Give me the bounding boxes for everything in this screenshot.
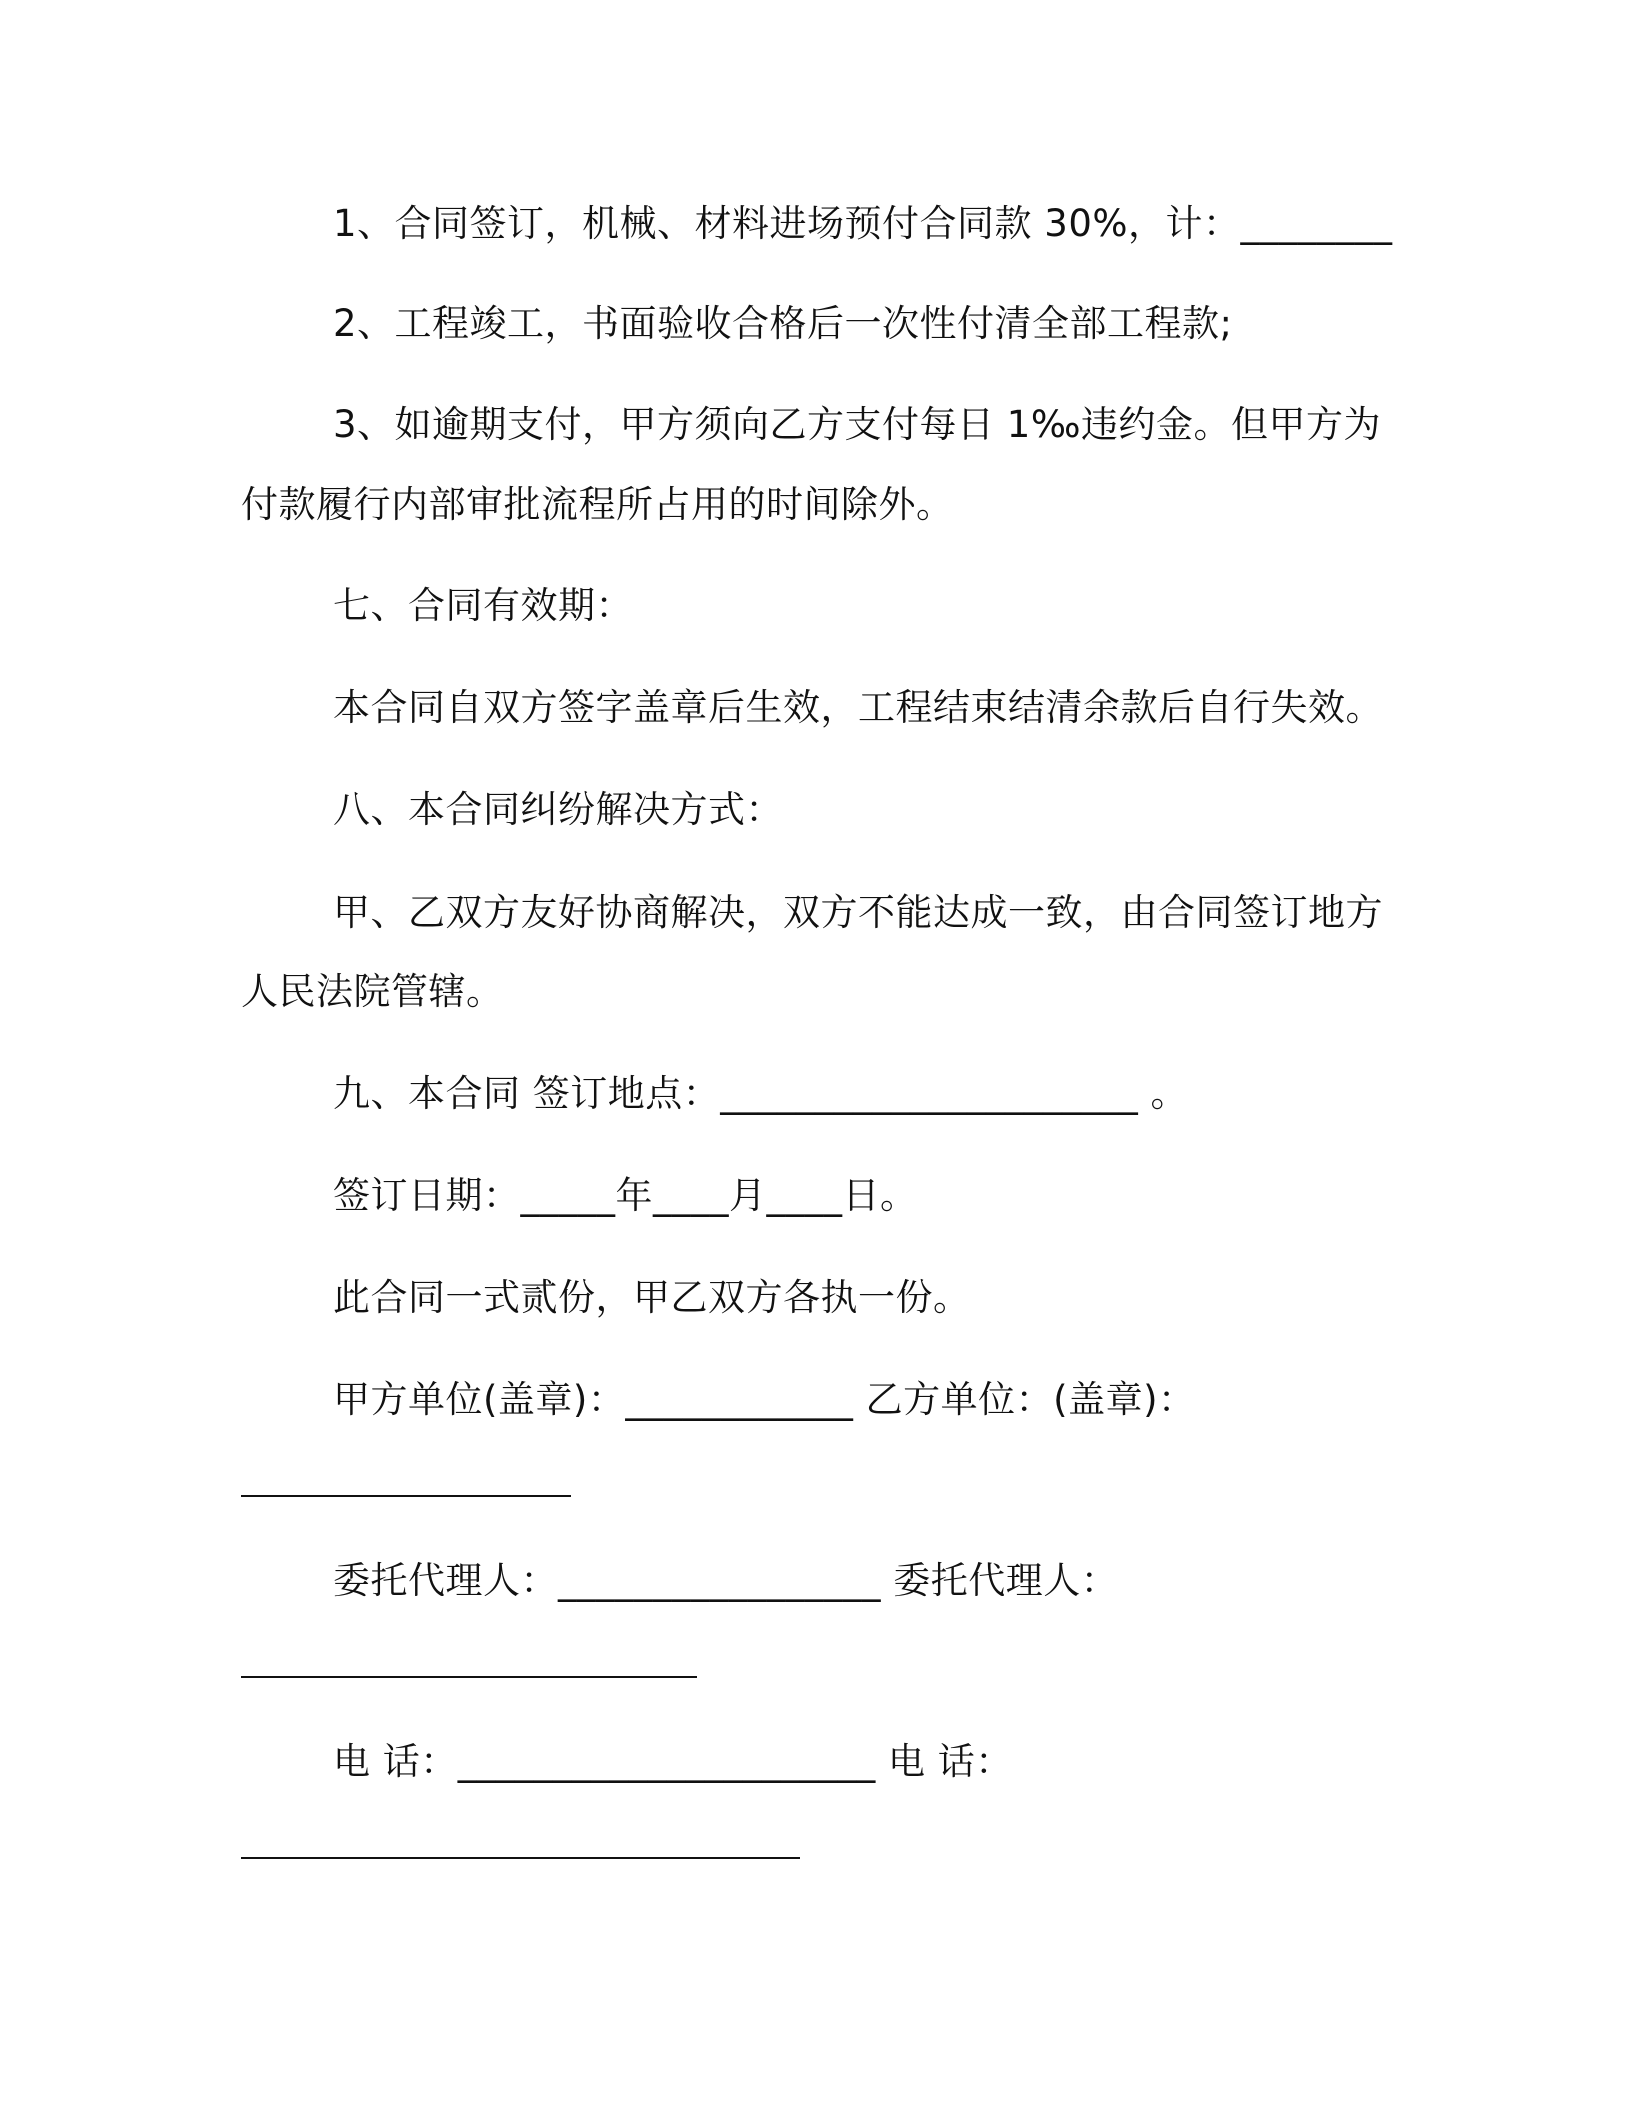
payment-term-3: 3、如逾期支付，甲方须向乙方支付每日 1‰违约金。但甲方为: [333, 403, 1381, 446]
authorized-agents: 委托代理人：_________________ 委托代理人：: [333, 1559, 1119, 1602]
telephones: 电 话：______________________ 电 话：: [333, 1740, 1013, 1783]
signing-location: 九、本合同 签订地点：______________________ 。: [333, 1072, 1189, 1115]
party-b-phone-blank: [241, 1857, 800, 1859]
section-heading-validity: 七、合同有效期：: [333, 584, 633, 627]
payment-term-3-continued: 付款履行内部审批流程所占用的时间除外。: [241, 483, 954, 526]
validity-text: 本合同自双方签字盖章后生效，工程结束结清余款后自行失效。: [333, 686, 1383, 729]
payment-term-2: 2、工程竣工，书面验收合格后一次性付清全部工程款;: [333, 302, 1233, 345]
signing-date: 签订日期：_____年____月____日。: [333, 1174, 918, 1217]
dispute-text-continued: 人民法院管辖。: [241, 970, 504, 1013]
party-b-unit-blank: [241, 1495, 571, 1497]
payment-term-1: 1、合同签订，机械、材料进场预付合同款 30%，计：________: [333, 202, 1393, 245]
section-heading-dispute: 八、本合同纠纷解决方式：: [333, 788, 783, 831]
party-b-agent-blank: [241, 1676, 697, 1678]
party-units-seal: 甲方单位(盖章)：____________ 乙方单位：(盖章)：: [333, 1378, 1196, 1421]
copies-statement: 此合同一式贰份，甲乙双方各执一份。: [333, 1276, 971, 1319]
dispute-text: 甲、乙双方友好协商解决，双方不能达成一致，由合同签订地方: [333, 891, 1383, 934]
